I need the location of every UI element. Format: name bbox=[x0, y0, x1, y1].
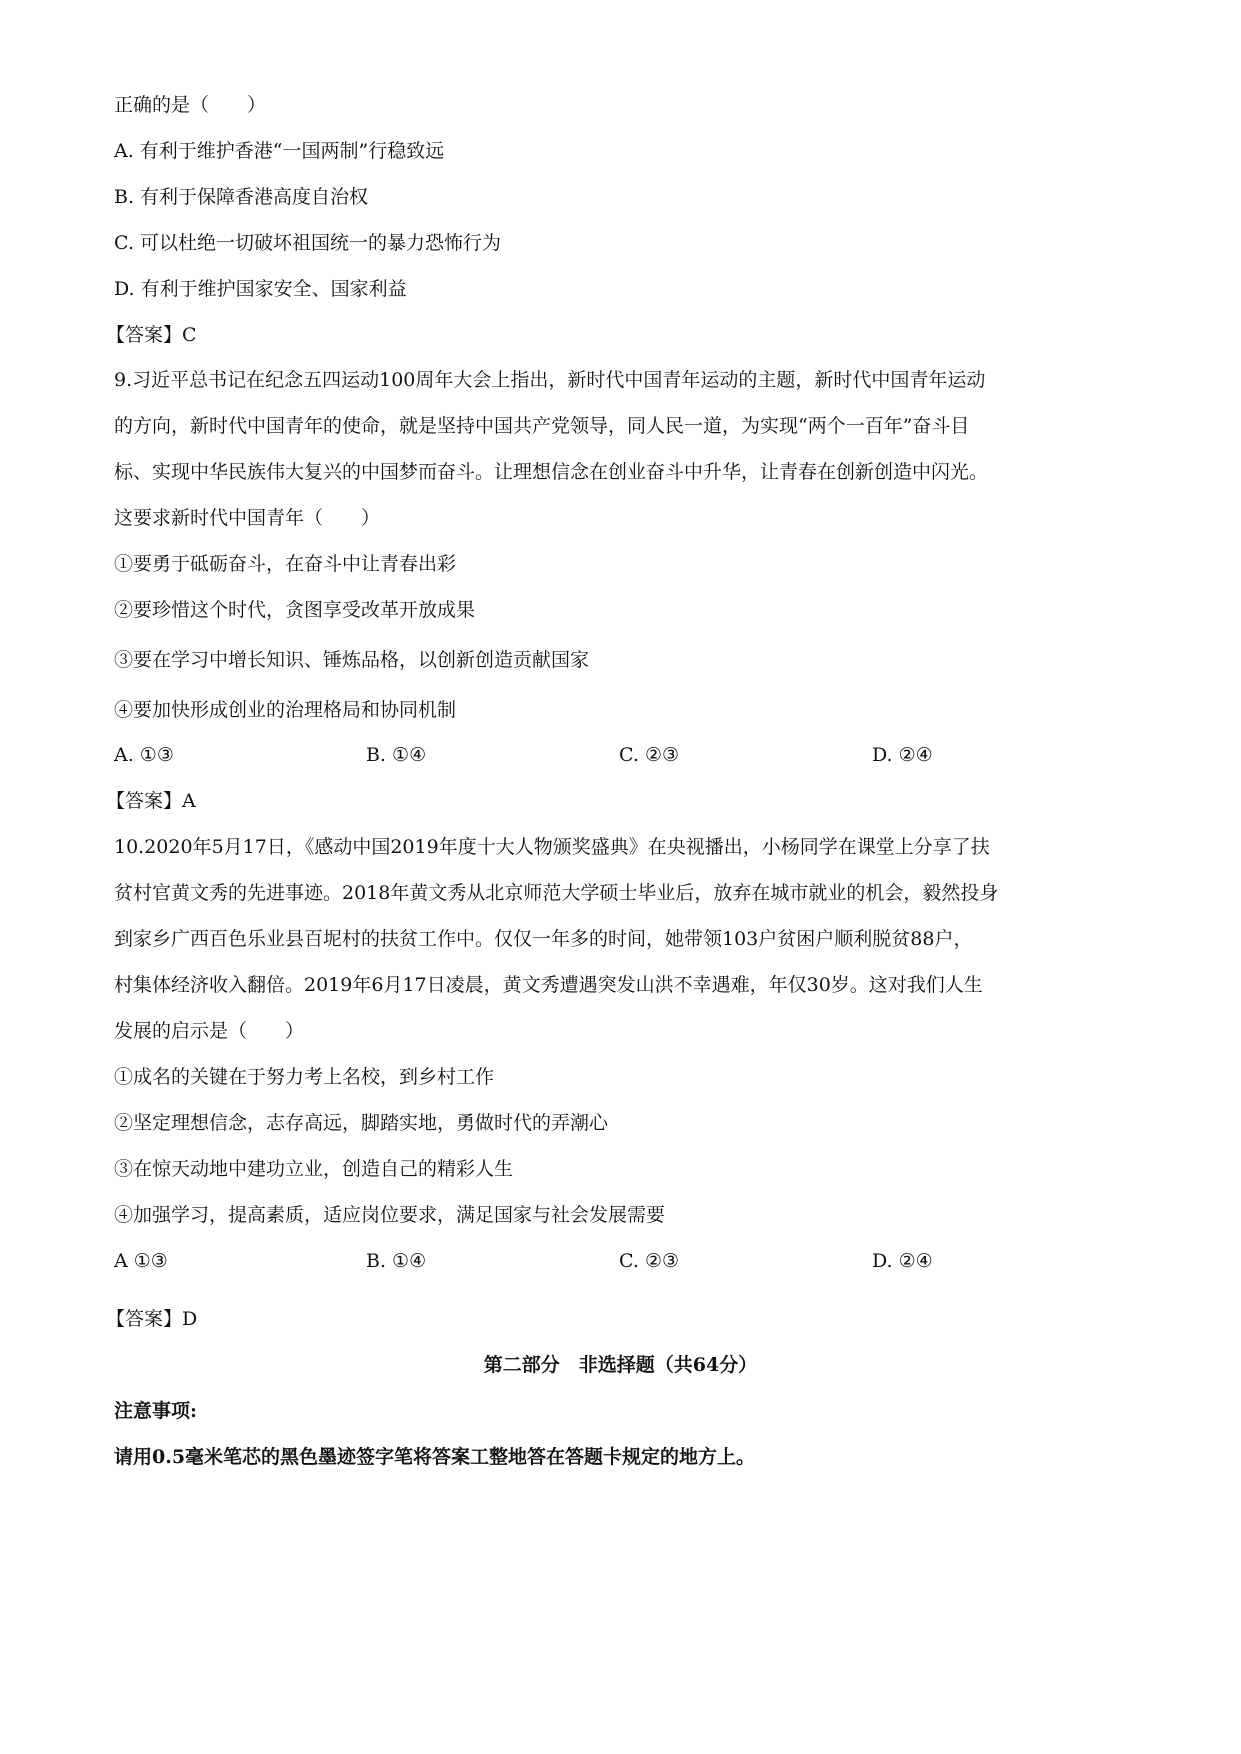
q9-choice-a: A. ①③ bbox=[114, 744, 174, 766]
q8-option-d: D. 有利于维护国家安全、国家利益 bbox=[114, 278, 407, 300]
q10-choice-b: B. ①④ bbox=[366, 1250, 427, 1272]
q8-option-c: C. 可以杜绝一切破坏祖国统一的暴力恐怖行为 bbox=[114, 232, 501, 254]
q10-item-2: ②坚定理想信念，志存高远，脚踏实地，勇做时代的弄潮心 bbox=[114, 1112, 609, 1134]
q10-stem-line-1: 10.2020年5月17日，《感动中国2019年度十大人物颁奖盛典》在央视播出，小杨同学在课堂上分享了扶 bbox=[114, 836, 990, 858]
q9-choice-c: C. ②③ bbox=[619, 744, 680, 766]
q8-stem-tail: 正确的是（ ） bbox=[114, 94, 267, 116]
notice-label: 注意事项: bbox=[114, 1400, 198, 1422]
q10-item-1: ①成名的关键在于努力考上名校，到乡村工作 bbox=[114, 1066, 495, 1088]
notice-text: 请用0.5毫米笔芯的黑色墨迹签字笔将答案工整地答在答题卡规定的地方上。 bbox=[114, 1446, 756, 1468]
q9-choice-b: B. ①④ bbox=[366, 744, 427, 766]
q10-item-3: ③在惊天动地中建功立业，创造自己的精彩人生 bbox=[114, 1158, 514, 1180]
q10-stem-line-3: 到家乡广西百色乐业县百坭村的扶贫工作中。仅仅一年多的时间，她带领103户贫困户顺利脱贫88户， bbox=[114, 928, 973, 950]
q9-choice-d: D. ②④ bbox=[872, 744, 933, 766]
q10-choice-d: D. ②④ bbox=[872, 1250, 933, 1272]
q9-item-3: ③要在学习中增长知识、锤炼品格，以创新创造贡献国家 bbox=[114, 649, 590, 671]
q9-stem-line-3: 标、实现中华民族伟大复兴的中国梦而奋斗。让理想信念在创业奋斗中升华，让青春在创新创造中闪光。 bbox=[114, 461, 989, 483]
q8-answer: 【答案】C bbox=[106, 324, 197, 346]
q9-item-4: ④要加快形成创业的治理格局和协同机制 bbox=[114, 699, 457, 721]
q10-answer: 【答案】D bbox=[106, 1308, 198, 1330]
q8-option-b: B. 有利于保障香港高度自治权 bbox=[114, 186, 369, 208]
q9-stem-line-1: 9.习近平总书记在纪念五四运动100周年大会上指出，新时代中国青年运动的主题，新时代中国青年运动 bbox=[114, 369, 986, 391]
q9-answer: 【答案】A bbox=[106, 790, 196, 812]
q9-stem-line-2: 的方向，新时代中国青年的使命，就是坚持中国共产党领导，同人民一道，为实现“两个一百年”奋斗目 bbox=[114, 415, 970, 437]
q9-stem-line-4: 这要求新时代中国青年（ ） bbox=[114, 507, 381, 529]
part2-title: 第二部分 非选择题（共64分） bbox=[483, 1354, 758, 1376]
q10-stem-line-5: 发展的启示是（ ） bbox=[114, 1020, 305, 1042]
q10-choice-a: A ①③ bbox=[114, 1250, 168, 1272]
q9-item-2: ②要珍惜这个时代，贪图享受改革开放成果 bbox=[114, 599, 476, 621]
q10-choice-c: C. ②③ bbox=[619, 1250, 680, 1272]
q10-item-4: ④加强学习，提高素质，适应岗位要求，满足国家与社会发展需要 bbox=[114, 1204, 666, 1226]
q10-stem-line-2: 贫村官黄文秀的先进事迹。2018年黄文秀从北京师范大学硕士毕业后，放弃在城市就业的机会，毅然投身 bbox=[114, 882, 999, 904]
q10-stem-line-4: 村集体经济收入翻倍。2019年6月17日凌晨，黄文秀遭遇突发山洪不幸遇难，年仅30岁。这对我们人生 bbox=[114, 974, 983, 996]
q8-option-a: A. 有利于维护香港“一国两制”行稳致远 bbox=[114, 140, 445, 162]
q9-item-1: ①要勇于砥砺奋斗，在奋斗中让青春出彩 bbox=[114, 553, 457, 575]
